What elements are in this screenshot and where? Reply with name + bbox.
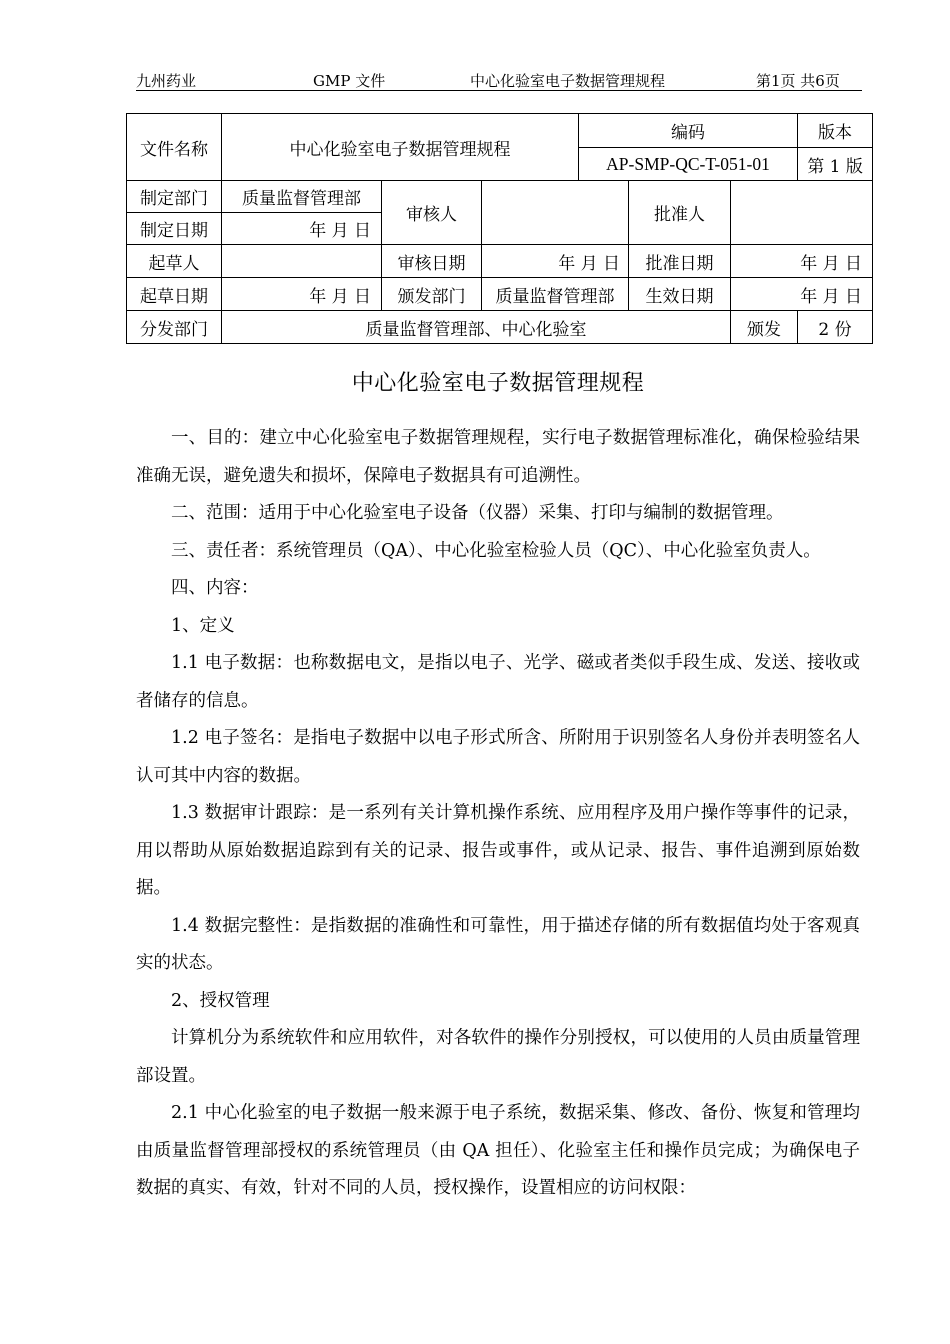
issue-dept-label: 颁发部门: [382, 278, 482, 311]
file-name-value: 中心化验室电子数据管理规程: [222, 114, 579, 181]
effective-date-value: 年 月 日: [731, 278, 873, 311]
document-title: 中心化验室电子数据管理规程: [351, 371, 645, 396]
version-value: 第 1 版: [798, 148, 873, 181]
document-meta-table: [126, 113, 873, 344]
issue-dept-value: 质量监督管理部: [482, 278, 629, 311]
copies-value: 2 份: [798, 311, 873, 344]
reviewer-label: 审核人: [382, 181, 482, 245]
dept-value: 质量监督管理部: [222, 181, 382, 213]
paragraph-definitions-heading: 1、定义: [171, 615, 235, 636]
approver-label: 批准人: [629, 181, 731, 245]
code-value: AP-SMP-QC-T-051-01: [579, 148, 798, 181]
drafter-value: [222, 245, 382, 278]
copies-label: 颁发: [731, 311, 798, 344]
date-value: 年 月 日: [222, 213, 382, 245]
document-body: [136, 420, 860, 1208]
draft-date-label: 起草日期: [127, 278, 222, 311]
header-doc-type: GMP 文件: [313, 72, 386, 90]
review-date-value: 年 月 日: [482, 245, 629, 278]
approver-value: [731, 181, 873, 245]
approve-date-value: 年 月 日: [731, 245, 873, 278]
paragraph-authorization-intro: 计算机分为系统软件和应用软件，对各软件的操作分别授权，可以使用的人员由质量管理部设置。: [136, 1028, 860, 1086]
paragraph-content-heading: 四、内容：: [171, 578, 259, 598]
paragraph-purpose: 一、目的：建立中心化验室电子数据管理规程，实行电子数据管理标准化，确保检验结果准确无误，避免遗失和损坏，保障电子数据具有可追溯性。: [136, 428, 860, 486]
paragraph-1-1: 1.1 电子数据：也称数据电文，是指以电子、光学、磁或者类似手段生成、发送、接收或者储存的信息。: [136, 653, 860, 711]
paragraph-authorization-heading: 2、授权管理: [171, 990, 270, 1011]
header-company: 九州药业: [136, 72, 197, 90]
code-label: 编码: [579, 114, 798, 148]
paragraph-scope: 二、范围：适用于中心化验室电子设备（仪器）采集、打印与编制的数据管理。: [171, 503, 784, 523]
header-doc-title: 中心化验室电子数据管理规程: [470, 72, 666, 90]
approve-date-label: 批准日期: [629, 245, 731, 278]
version-label: 版本: [798, 114, 873, 148]
distribution-value: 质量监督管理部、中心化验室: [222, 311, 731, 344]
distribution-label: 分发部门: [127, 311, 222, 344]
paragraph-1-2: 1.2 电子签名：是指电子数据中以电子形式所含、所附用于识别签名人身份并表明签名人认可其中内容的数据。: [136, 728, 860, 786]
page-header: [136, 68, 862, 91]
date-label: 制定日期: [127, 213, 222, 245]
file-name-label: 文件名称: [127, 114, 222, 181]
dept-label: 制定部门: [127, 181, 222, 213]
drafter-label: 起草人: [127, 245, 222, 278]
paragraph-1-3: 1.3 数据审计跟踪：是一系列有关计算机操作系统、应用程序及用户操作等事件的记录，用以帮助从原始数据追踪到有关的记录、报告或事件，或从记录、报告、事件追溯到原始数据。: [136, 803, 860, 898]
reviewer-value: [482, 181, 629, 245]
effective-date-label: 生效日期: [629, 278, 731, 311]
review-date-label: 审核日期: [382, 245, 482, 278]
paragraph-1-4: 1.4 数据完整性：是指数据的准确性和可靠性，用于描述存储的所有数据值均处于客观真实的状态。: [136, 915, 860, 973]
paragraph-responsibility: 三、责任者：系统管理员（QA）、中心化验室检验人员（QC）、中心化验室负责人。: [171, 540, 821, 561]
paragraph-2-1: 2.1 中心化验室的电子数据一般来源于电子系统，数据采集、修改、备份、恢复和管理均由质量监督管理部授权的系统管理员（由 QA 担任）、化验室主任和操作员完成；为确保电子数据的真实、有效，针对不同的人员，授权操作，设置相应的访问权限：: [136, 1103, 860, 1198]
draft-date-value: 年 月 日: [222, 278, 382, 311]
header-page-info: 第1页 共6页: [756, 72, 840, 90]
